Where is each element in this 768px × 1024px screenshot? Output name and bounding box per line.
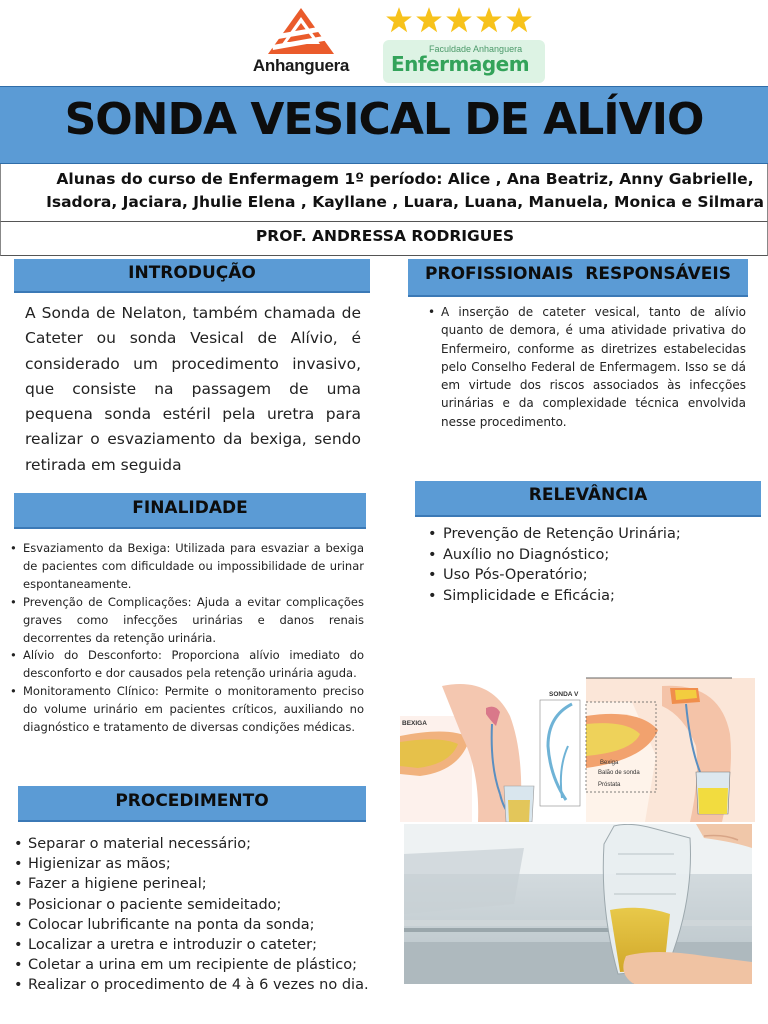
finalidade-header [14, 493, 366, 529]
star-icon [385, 6, 413, 34]
enfermagem-logo [383, 6, 545, 78]
list-item: • Prevenção de Complicações: Ajuda a evitar complicações graves como infecções urinárias e danos renais decorrentes da retenção urinária. [10, 594, 364, 648]
list-item: • Higienizar as mãos; [14, 854, 374, 874]
professor-box [0, 222, 768, 256]
procedimento-header [18, 786, 366, 822]
list-item: • Separar o material necessário; [14, 834, 374, 854]
introducao-header [14, 259, 370, 293]
profissionais-header [408, 259, 748, 297]
anhanguera-logo [246, 6, 356, 75]
star-icon [475, 6, 503, 34]
relevancia-list [428, 524, 748, 606]
relevancia-heading: RELEVÂNCIA [528, 485, 648, 505]
list-item: • Coletar a urina em um recipiente de plástico; [14, 955, 374, 975]
prostata-label: Próstata [598, 782, 621, 788]
list-item: • A inserção de cateter vesical, tanto de alívio quanto de demora, é uma atividade privativa do Enfermeiro, conforme as diretrizes estabelecidas pelo Conselho Federal de Enfermagem. Isso se dá em virtude dos riscos associados às infecções urinárias e da complexidade técnica envolvida nesse procedimento. [428, 303, 746, 431]
list-item: • Auxílio no Diagnóstico; [428, 545, 748, 566]
profissionais-list [428, 303, 746, 431]
star-icon [445, 6, 473, 34]
finalidade-list [10, 540, 364, 737]
authors-box [0, 164, 768, 222]
bexiga2-label: Bexiga [600, 760, 619, 766]
urine-bag-photo [404, 824, 752, 984]
introducao-text: A Sonda de Nelaton, também chamada de Cateter ou sonda Vesical de Alívio, é considerado um procedimento invasivo, que consiste na passagem de uma pequena sonda estéril pela uretra para realizar o esvaziamento da bexiga, sendo retirada em seguida [25, 304, 361, 474]
enfermagem-badge [383, 40, 545, 83]
list-item: • Realizar o procedimento de 4 à 6 vezes no dia. [14, 975, 374, 995]
anhanguera-triangle-icon [268, 8, 334, 54]
relevancia-header [415, 481, 761, 517]
anhanguera-wordmark: Anhanguera [252, 56, 350, 75]
balao-label: Balão de sonda [598, 770, 640, 776]
page-title: SONDA VESICAL DE ALÍVIO [64, 94, 704, 145]
finalidade-heading: FINALIDADE [132, 498, 248, 518]
procedimento-heading: PROCEDIMENTO [115, 791, 269, 811]
list-item: • Posicionar o paciente semideitado; [14, 895, 374, 915]
enfermagem-subtitle: Faculdade Anhanguera [429, 44, 523, 54]
list-item: • Simplicidade e Eficácia; [428, 586, 748, 607]
list-item: • Esvaziamento da Bexiga: Utilizada para esvaziar a bexiga de pacientes com dificuldade ou impossibilidade de urinar espontaneamente. [10, 540, 364, 594]
star-icon [505, 6, 533, 34]
introducao-heading: INTRODUÇÃO [128, 263, 256, 283]
authors-text: Alunas do curso de Enfermagem 1º período: Alice , Ana Beatriz, Anny Gabrielle, Isadora, Jaciara, Jhulie Elena , Kayllane , Luara, Luana, Manuela, Monica e Silmara [46, 170, 764, 211]
procedimento-list [14, 834, 374, 996]
title-bar [0, 86, 768, 164]
bexiga-label: BEXIGA [402, 720, 427, 727]
list-item: • Prevenção de Retenção Urinária; [428, 524, 748, 545]
rating-stars [385, 6, 535, 34]
sonda-label: SONDA V [549, 691, 579, 698]
professor-name: PROF. ANDRESSA RODRIGUES [255, 227, 515, 245]
list-item: • Localizar a uretra e introduzir o cateter; [14, 935, 374, 955]
star-icon [415, 6, 443, 34]
catheter-anatomy-illustration [400, 676, 755, 822]
profissionais-heading: PROFISSIONAIS RESPONSÁVEIS [425, 264, 731, 284]
list-item: • Uso Pós-Operatório; [428, 565, 748, 586]
enfermagem-wordmark: Enfermagem [391, 52, 530, 76]
list-item: • Alívio do Desconforto: Proporciona alívio imediato do desconforto e dor causados pela retenção urinária aguda. [10, 647, 364, 683]
list-item: • Monitoramento Clínico: Permite o monitoramento preciso do volume urinário em pacientes críticos, auxiliando no diagnóstico e tratamento de diversas condições médicas. [10, 683, 364, 737]
list-item: • Fazer a higiene perineal; [14, 874, 374, 894]
list-item: • Colocar lubrificante na ponta da sonda; [14, 915, 374, 935]
